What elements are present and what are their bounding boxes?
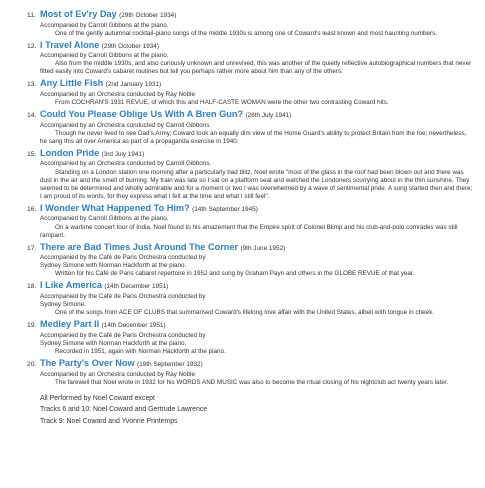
track-credit: Accompanied by an Orchestra conducted by Carroll Gibbons — [40, 121, 210, 129]
track-entry — [27, 319, 475, 356]
track-entry — [27, 78, 475, 107]
track-entry — [27, 148, 475, 201]
track-header — [27, 40, 475, 53]
track-note-text: On a wartime concert tour of India, Noel found to his amazement that the Empire spirit of Colonel Blimp and his club-and-polo comrades was still rampant. — [40, 223, 458, 239]
track-entry — [27, 40, 475, 77]
track-number: 13. — [27, 81, 37, 89]
track-number: 15. — [27, 150, 37, 158]
recording-date: (29th October 1934) — [101, 42, 159, 50]
track-credit: Accompanied by the Café de Paris Orchestra conducted by — [40, 331, 206, 339]
track-note-text: Standing on a London station one morning after a particularly bad blitz, Noel wrote "most of the glass in the roof had been blown out and there was dust in the air and the smell of burning. My train was late so I sat on a platform seat and watched the Londoners scurrying about in the thin sunshine. They seemed to be determined and wholly admirable and for a moment or two I was overwhelmed by a wave of sentimental pride. A song started then and there; I am proud of its words, for they express what I felt at the time and what I still feel". — [40, 168, 473, 200]
track-note-text: Written for his Café de Paris cabaret repertoire in 1952 and sung by Graham Payn and others in the GLOBE REVUE of that year. — [55, 270, 415, 278]
recording-date: (14th September 1945) — [192, 205, 258, 213]
performer-credit-line: Tracks 6 and 10: Noel Coward and Gertrude Lawrence — [40, 406, 208, 414]
track-number: 20. — [27, 361, 37, 369]
track-number: 11. — [27, 12, 36, 19]
track-credit: Accompanied by an Orchestra conducted by Carroll Gibbons. — [40, 160, 212, 168]
track-number: 16. — [27, 205, 37, 213]
track-number: 17. — [27, 244, 37, 252]
track-header — [27, 109, 475, 122]
track-note — [27, 379, 475, 387]
recording-date: (14th December 1951) — [104, 283, 169, 291]
track-title: Medley Part II — [40, 319, 100, 330]
track-header — [27, 9, 475, 22]
track-title: I Wonder What Happened To Him? — [40, 202, 190, 213]
track-header — [27, 242, 475, 255]
track-title: I Travel Alone — [40, 39, 100, 50]
track-title: There are Bad Times Just Around The Corner — [40, 241, 239, 252]
recording-date: (29th October 1934) — [119, 12, 177, 19]
track-title: Could You Please Oblige Us With A Bren Gun? — [40, 109, 244, 120]
track-header — [27, 280, 475, 293]
track-credit: Accompanied by the Café de Paris Orchestra conducted by — [40, 254, 206, 262]
track-note — [27, 99, 475, 107]
track-credit: Accompanied by Carroll Gibbons at the piano. — [40, 21, 169, 29]
track-note — [27, 270, 475, 278]
recording-date: (19th September 1932) — [137, 361, 203, 369]
track-number: 19. — [27, 322, 37, 330]
track-note — [27, 309, 475, 317]
track-number: 18. — [27, 283, 37, 291]
track-title: I Like America — [40, 280, 102, 291]
track-note — [27, 348, 475, 356]
track-note-text: From COCHRAN'S 1931 REVUE, of which this and HALF-CASTE WOMAN were the other two contrasting Coward hits. — [55, 99, 389, 107]
recording-date: (9th June 1952) — [240, 244, 286, 252]
track-note — [27, 169, 475, 201]
track-note-text: One of the songs from ACE OF CLUBS that summarised Coward's lifelong love affair with the United States, albeit with tongue in cheek. — [55, 309, 435, 317]
track-note-text: One of the gently autumnal cocktail-piano songs of the middle 1930s is among one of Coward's least known and most haunting numbers. — [55, 29, 438, 37]
recording-date: (14th December 1951) — [101, 322, 166, 330]
track-credit: Sydney Simone with Norman Hackforth at the piano. — [40, 339, 187, 347]
track-header — [27, 319, 475, 332]
recording-date: (3rd July 1941) — [101, 150, 145, 158]
track-note — [27, 130, 475, 146]
performer-credit-line: All Performed by Noel Coward except — [40, 394, 155, 402]
track-credit: Accompanied by an Orchestra conducted by Ray Noble — [40, 370, 196, 378]
track-entry — [27, 242, 475, 279]
track-note — [27, 224, 475, 240]
track-credit: Sydney Simone with Norman Hackforth at the piano. — [40, 262, 187, 270]
recording-date: (2nd January 1931) — [105, 81, 162, 89]
track-entry — [27, 358, 475, 387]
track-note-text: Though he never lived to see Dad's Army, Coward took an equally dim view of the Home Guard's ability to protect Britain from the foe; nevertheless, he sang this all over America as part of a propaganda exercise in 1940. — [40, 129, 467, 145]
track-credit: Accompanied by Carroll Gibbons at the piano. — [40, 52, 169, 60]
track-entry — [27, 109, 475, 146]
track-title: London Pride — [40, 147, 100, 158]
recording-date: (28th July 1941) — [245, 112, 292, 120]
track-note-text: The farewell that Noel wrote in 1932 for his WORDS AND MUSIC was also to become the ritual closing of his nightclub act twenty years later. — [55, 378, 449, 386]
track-title: Any Little Fish — [40, 78, 104, 89]
track-credit: Accompanied by an Orchestra conducted by Ray Noble — [40, 90, 196, 98]
track-credit: Accompanied by Carroll Gibbons at the piano. — [40, 215, 169, 223]
track-number: 12. — [27, 42, 37, 50]
performer-credits — [27, 393, 475, 428]
track-entry — [27, 280, 475, 317]
track-note-text: Also from the middle 1930s, and also curiously unknown and unrevived, this was another of the quietly reflective autobiographical numbers that never fitted easily into Coward's cabaret routines but tell you perhaps rather more about him than any of the others. — [40, 60, 472, 76]
track-header — [27, 148, 475, 161]
track-credit: Sydney Simone. — [40, 301, 86, 309]
track-header — [27, 358, 475, 371]
track-credit: Accompanied by the Café de Paris Orchestra conducted by — [40, 292, 206, 300]
track-note — [27, 30, 475, 38]
track-number: 14. — [27, 112, 37, 120]
track-note-text: Recorded in 1951, again with Norman Hackforth at the piano. — [55, 347, 226, 355]
track-title: The Party's Over Now — [40, 358, 135, 369]
track-header — [27, 203, 475, 216]
track-title: Most of Ev'ry Day — [40, 9, 117, 19]
track-note — [27, 60, 475, 76]
track-entry — [27, 9, 475, 38]
track-header — [27, 78, 475, 91]
performer-credit-line: Track 9: Noel Coward and Yvonne Printemps — [40, 417, 178, 425]
track-entry — [27, 203, 475, 240]
